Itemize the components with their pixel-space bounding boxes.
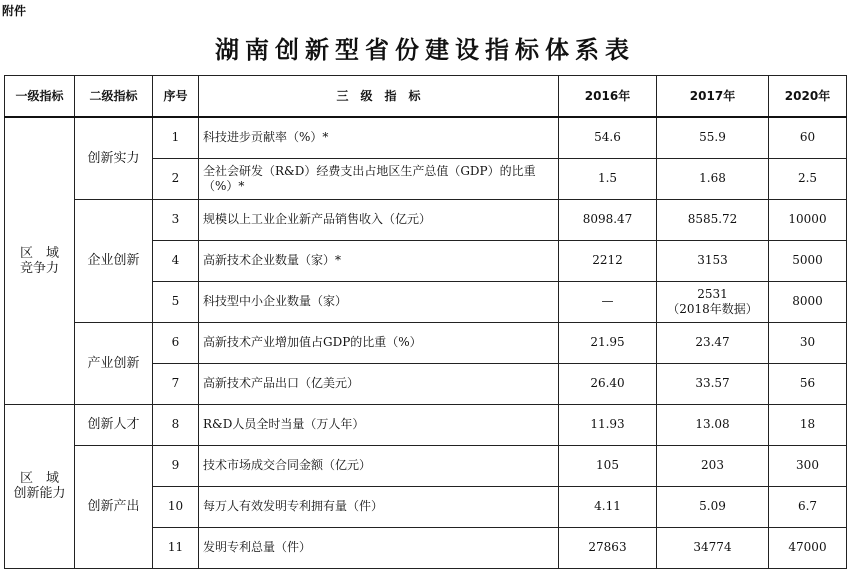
- value-2016: 105: [559, 445, 657, 486]
- indicator-name: 发明专利总量（件）: [199, 527, 559, 568]
- indicator-name: 高新技术企业数量（家）*: [199, 240, 559, 281]
- value-2016: 8098.47: [559, 199, 657, 240]
- value-2020: 5000: [769, 240, 847, 281]
- level2-cell: 创新人才: [75, 404, 153, 445]
- value-2017: 8585.72: [657, 199, 769, 240]
- header-level1: 一级指标: [5, 76, 75, 118]
- value-2017: 2531: [697, 286, 728, 301]
- indicator-name: 全社会研发（R&D）经费支出占地区生产总值（GDP）的比重（%）*: [199, 158, 559, 199]
- row-no: 10: [153, 486, 199, 527]
- value-2016: 1.5: [559, 158, 657, 199]
- value-2017: 5.09: [657, 486, 769, 527]
- indicator-name: 高新技术产品出口（亿美元）: [199, 363, 559, 404]
- table-header-row: [5, 76, 847, 118]
- value-2016: 27863: [559, 527, 657, 568]
- table-row: [5, 322, 847, 363]
- header-level3: 三 级 指 标: [199, 76, 559, 118]
- value-2020: 56: [769, 363, 847, 404]
- table-row: [5, 404, 847, 445]
- value-2017-cell: [657, 281, 769, 322]
- indicator-name: 科技进步贡献率（%）*: [199, 117, 559, 158]
- value-2016: 4.11: [559, 486, 657, 527]
- level1-cell: [5, 404, 75, 568]
- value-2016: 11.93: [559, 404, 657, 445]
- row-no: 4: [153, 240, 199, 281]
- value-2017: 203: [657, 445, 769, 486]
- level2-cell: 创新产出: [75, 445, 153, 568]
- row-no: 6: [153, 322, 199, 363]
- value-2017: 33.57: [657, 363, 769, 404]
- value-2020: 300: [769, 445, 847, 486]
- value-2020: 47000: [769, 527, 847, 568]
- value-2020: 60: [769, 117, 847, 158]
- level2-cell: 创新实力: [75, 117, 153, 199]
- indicator-name: R&D人员全时当量（万人年）: [199, 404, 559, 445]
- header-2020: 2020年: [769, 76, 847, 118]
- row-no: 11: [153, 527, 199, 568]
- row-no: 9: [153, 445, 199, 486]
- value-2016: 54.6: [559, 117, 657, 158]
- indicator-name: 高新技术产业增加值占GDP的比重（%）: [199, 322, 559, 363]
- value-2017-note: （2018年数据）: [667, 301, 758, 316]
- indicator-name: 每万人有效发明专利拥有量（件）: [199, 486, 559, 527]
- value-2017: 3153: [657, 240, 769, 281]
- level1-line2: 创新能力: [13, 486, 66, 501]
- value-2017: 34774: [657, 527, 769, 568]
- row-no: 3: [153, 199, 199, 240]
- row-no: 1: [153, 117, 199, 158]
- table-row: [5, 199, 847, 240]
- value-2017: 13.08: [657, 404, 769, 445]
- value-2020: 6.7: [769, 486, 847, 527]
- indicator-name: 科技型中小企业数量（家）: [199, 281, 559, 322]
- level1-line1: 区 域: [19, 245, 59, 261]
- indicator-table: [4, 75, 847, 569]
- value-2020: 10000: [769, 199, 847, 240]
- value-2020: 18: [769, 404, 847, 445]
- row-no: 7: [153, 363, 199, 404]
- header-level2: 二级指标: [75, 76, 153, 118]
- level1-cell: [5, 117, 75, 404]
- header-2016: 2016年: [559, 76, 657, 118]
- level2-cell: 产业创新: [75, 322, 153, 404]
- row-no: 8: [153, 404, 199, 445]
- value-2017: 55.9: [657, 117, 769, 158]
- value-2017: 23.47: [657, 322, 769, 363]
- value-2020: 8000: [769, 281, 847, 322]
- row-no: 2: [153, 158, 199, 199]
- table-row: [5, 445, 847, 486]
- table-row: [5, 117, 847, 158]
- level2-cell: 企业创新: [75, 199, 153, 322]
- value-2020: 2.5: [769, 158, 847, 199]
- indicator-name: 技术市场成交合同金额（亿元）: [199, 445, 559, 486]
- header-2017: 2017年: [657, 76, 769, 118]
- value-2017: 1.68: [657, 158, 769, 199]
- attachment-label: 附件: [2, 4, 27, 18]
- indicator-name: 规模以上工业企业新产品销售收入（亿元）: [199, 199, 559, 240]
- value-2016: 21.95: [559, 322, 657, 363]
- document-title: 湖南创新型省份建设指标体系表: [215, 36, 635, 64]
- value-2016: 2212: [559, 240, 657, 281]
- row-no: 5: [153, 281, 199, 322]
- value-2016: —: [559, 281, 657, 322]
- value-2020: 30: [769, 322, 847, 363]
- level1-line2: 竞争力: [19, 260, 59, 276]
- header-no: 序号: [153, 76, 199, 118]
- level1-line1: 区 域: [19, 471, 59, 486]
- value-2016: 26.40: [559, 363, 657, 404]
